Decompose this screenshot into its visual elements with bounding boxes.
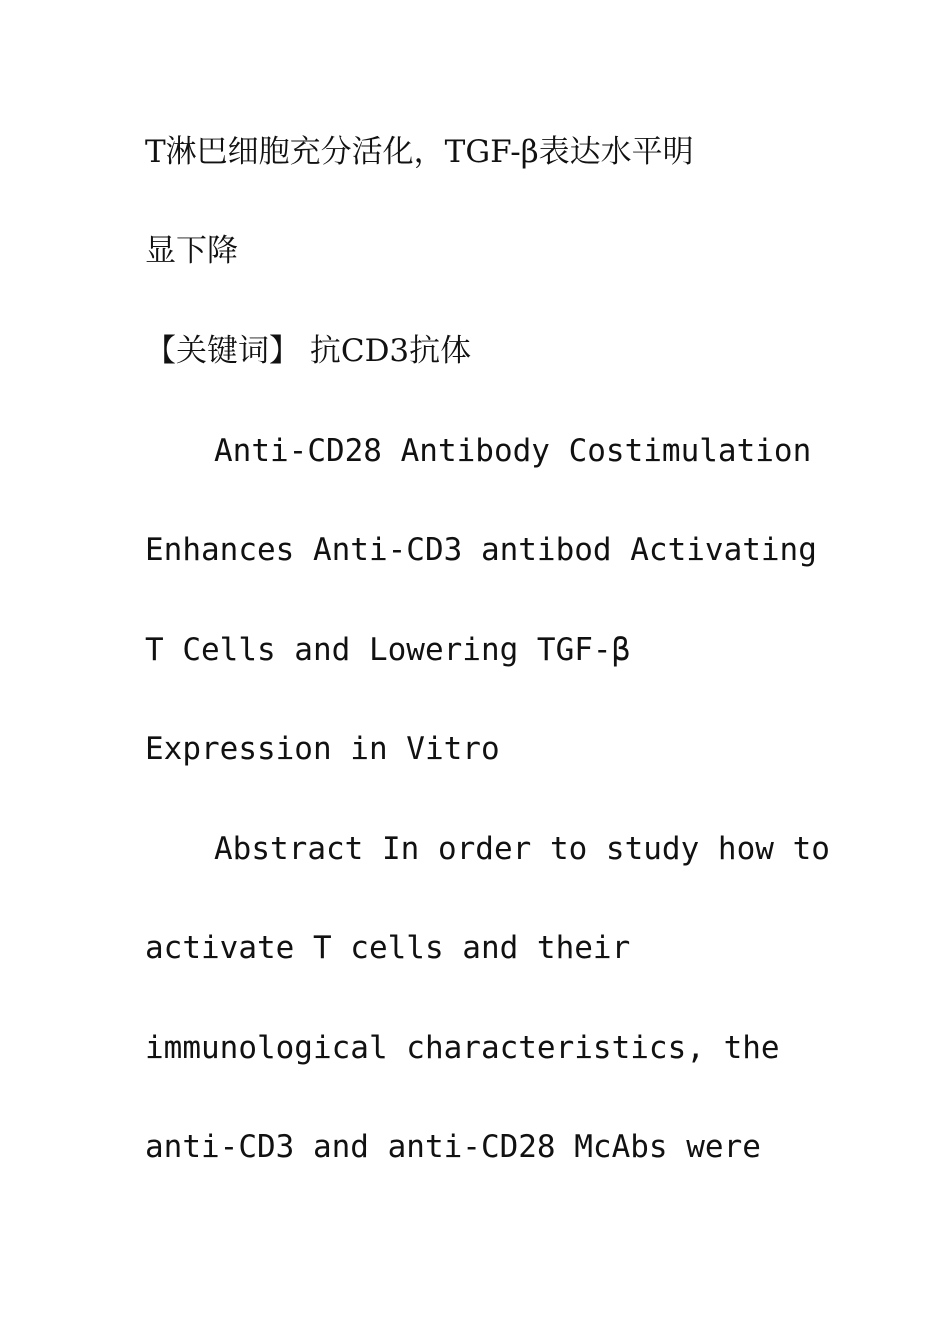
abstract-line-3: immunological characteristics, the	[145, 1030, 780, 1066]
summary-line-1: T淋巴细胞充分活化，TGF-β表达水平明	[145, 134, 694, 170]
english-title-line-2: Enhances Anti-CD3 antibod Activating	[145, 532, 817, 568]
keywords-value: 抗CD3抗体	[309, 333, 472, 369]
english-title-line-1: Anti-CD28 Antibody Costimulation	[214, 433, 812, 469]
english-title-line-3: T Cells and Lowering TGF-β	[145, 632, 631, 668]
keywords-line	[145, 331, 471, 371]
keywords-label: 【关键词】	[145, 333, 300, 369]
abstract-line-2: activate T cells and their	[145, 930, 631, 966]
abstract-line-1: Abstract In order to study how to	[214, 831, 830, 867]
abstract-line-4: anti-CD3 and anti-CD28 McAbs were	[145, 1129, 761, 1165]
english-title-line-4: Expression in Vitro	[145, 731, 500, 767]
summary-line-2: 显下降	[145, 233, 238, 269]
